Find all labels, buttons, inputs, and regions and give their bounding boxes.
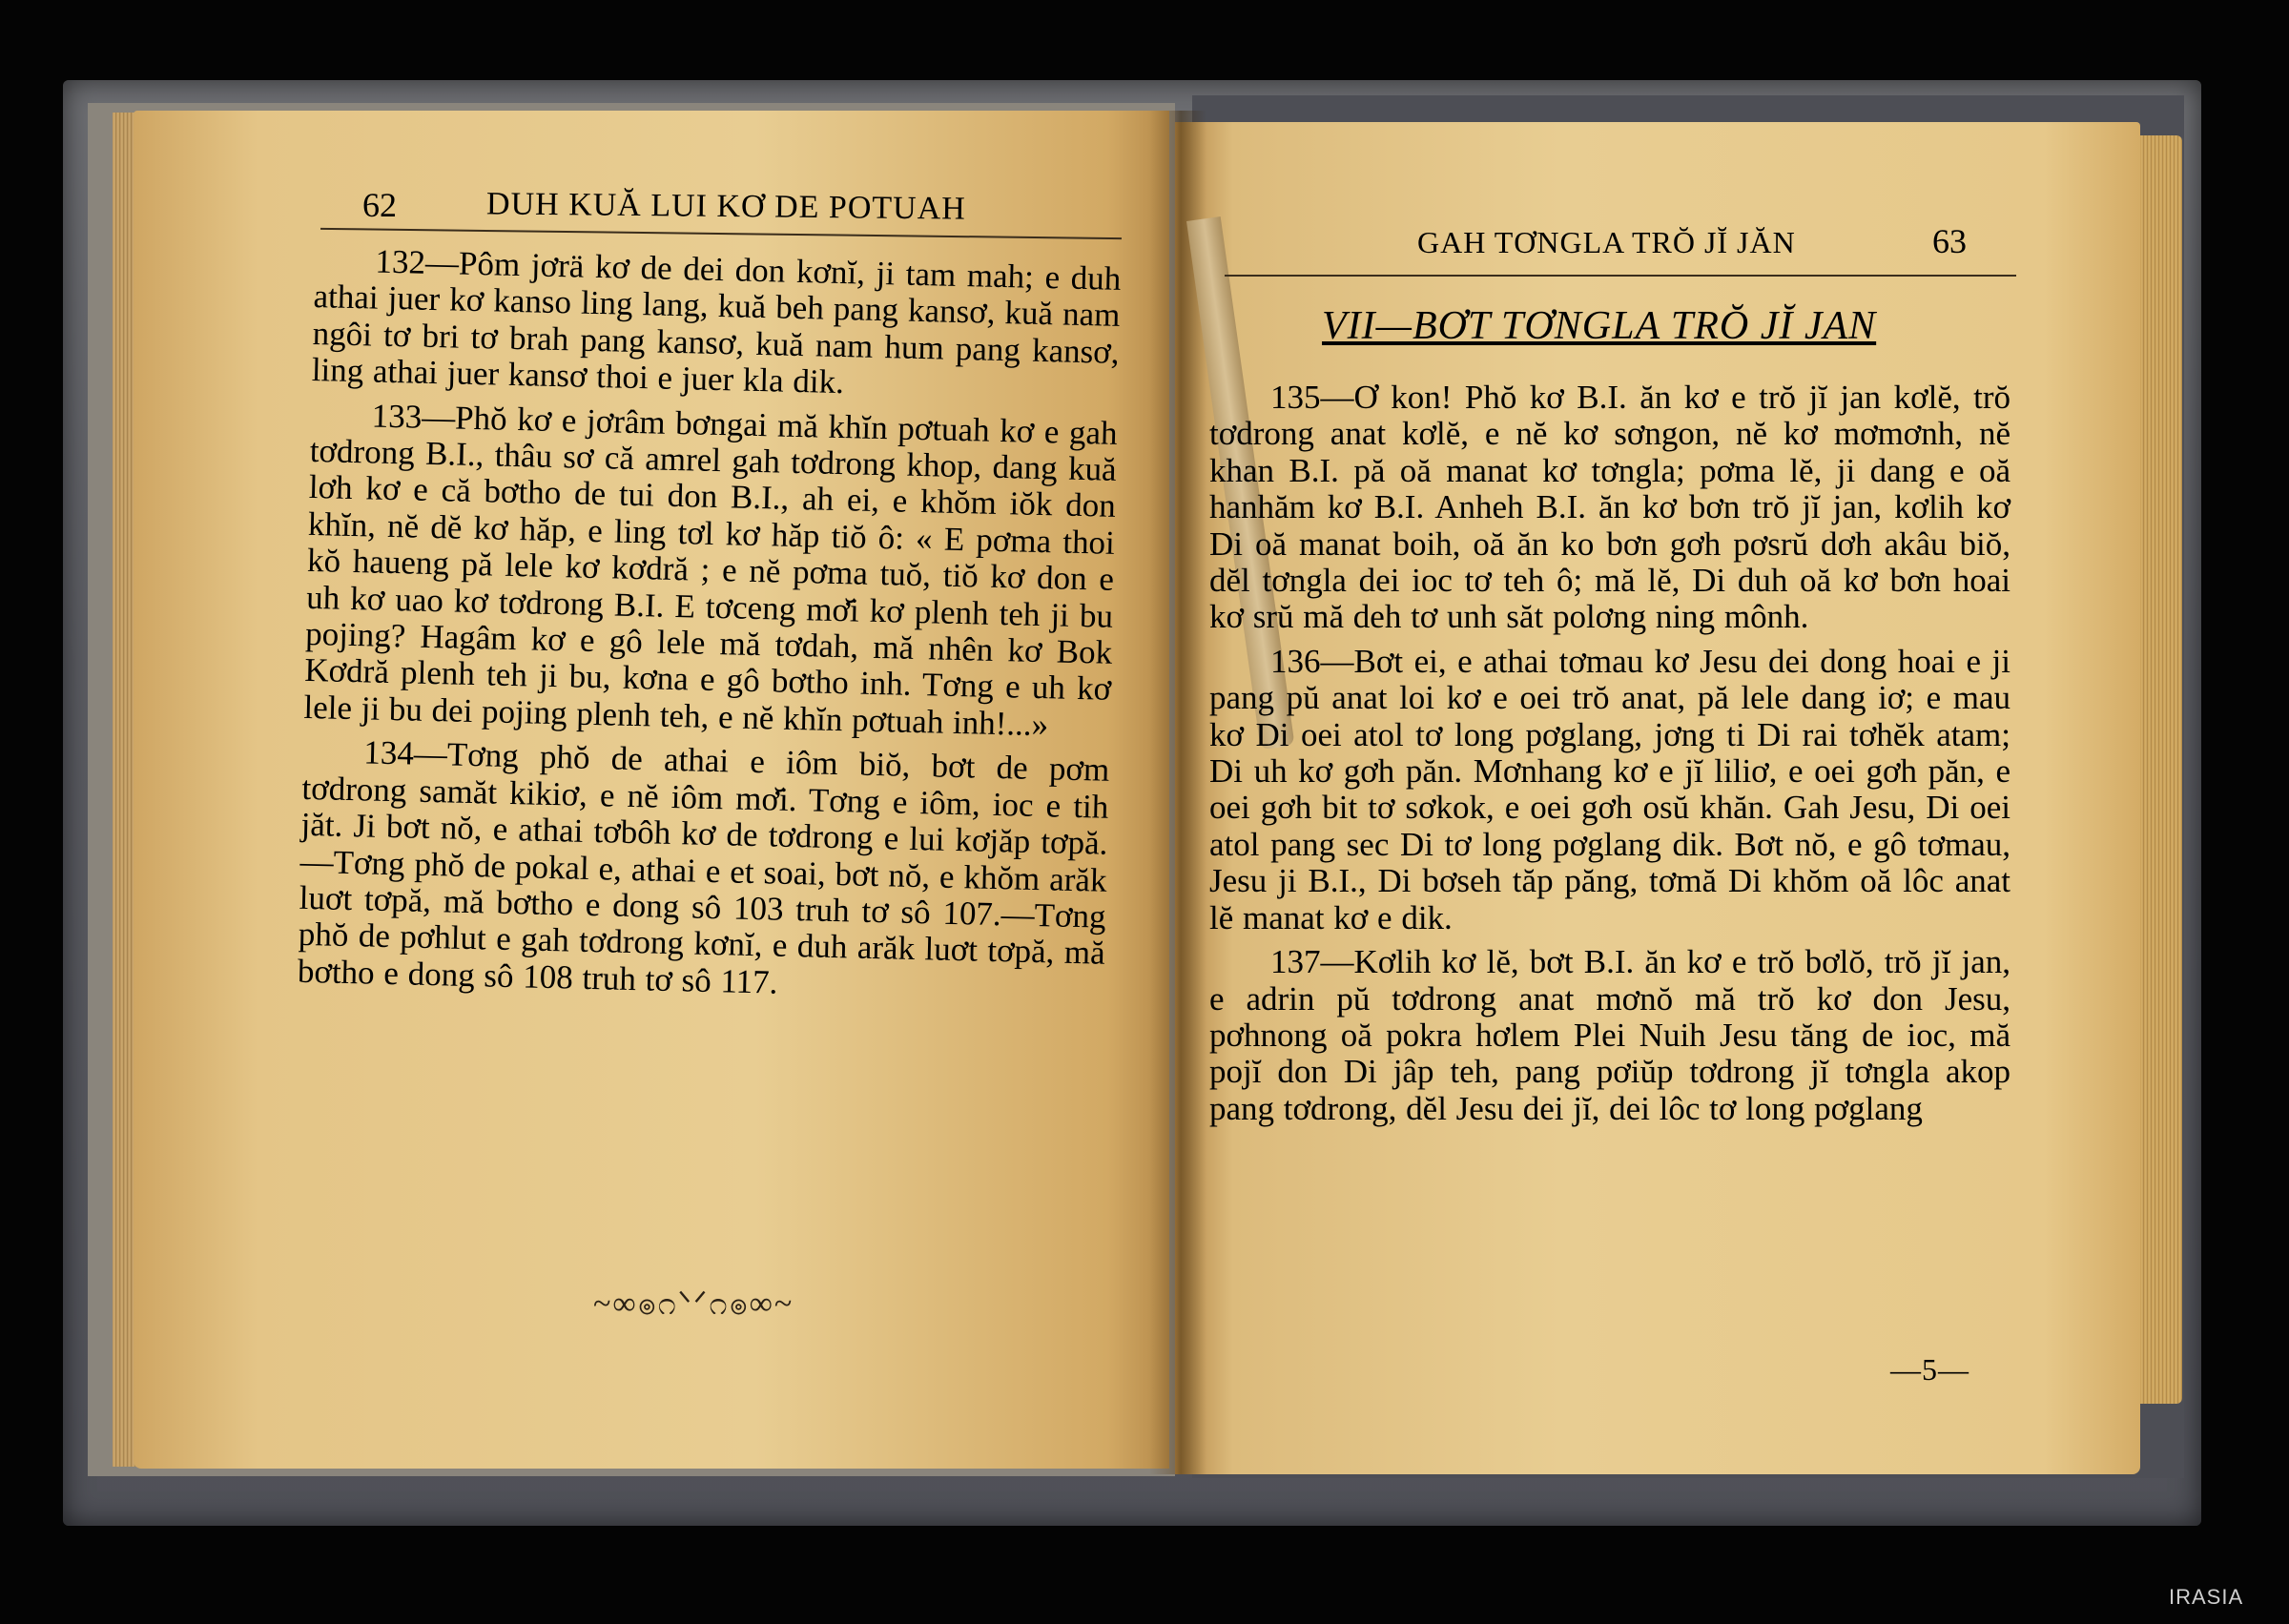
paragraph-132: 132—Pôm jơrä kơ de dei don kơnĭ, ji tam mah; e duh athai juer kơ kanso ling lang, kuă beh pang kansơ, kuă nam ngôi tơ bri tơ brah pang kansơ, kuă nam hum pang kansơ, ling athai juer kansơ thoi e juer kla dik.	[311, 242, 1122, 401]
signature-mark: —5—	[1890, 1352, 1969, 1387]
paragraph-135: 135—Ơ kon! Phŏ kơ B.I. ăn kơ e trŏ jĭ jan kơlĕ, trŏ tơdrong anat kơlĕ, e nĕ kơ sơngon, nĕ kơ mơmơnh, nĕ khan B.I. pă oă manat kơ tơngla; pơma lĕ, ji dang e oă hanhăm kơ B.I. Anheh B.I. ăn kơ bơn trŏ jĭ jan, kơlih kơ Di oă manat boih, oă ăn ko bơn gơh pơsrŭ dơh akâu biŏ, dĕl tơngla dei ioc tơ teh ô; mă lĕ, Di duh oă kơ bơn hoai kơ srŭ mă deh tơ unh săt polơng ning mônh.	[1209, 379, 2011, 636]
right-running-title: GAH TƠNGLA TRŎ JĬ JĂN	[1417, 225, 1796, 259]
right-header-rule	[1225, 275, 2016, 277]
right-page-number: 63	[1932, 222, 1967, 260]
paragraph-136: 136—Bơt ei, e athai tơmau kơ Jesu dei dong hoai e ji pang pŭ anat loi kơ e oei trŏ anat, pă lele dang iơ; e mau kơ Di oei atol tơ long pơglang, jơng ti Di rai tơhĕk atam; Di uh kơ gơh păn. Mơnhang kơ e jĭ liliơ, e oei gơh păn, e oei gơh bit tơ sơkok, e oei gơh osŭ khăn. Gah Jesu, Di oei atol pang sec Di tơ long pơglang dik. Bơt nŏ, e gô tơmau, Jesu ji B.I., Di bơseh tăp păng, tơmă Di khŏm oă lôc anat lĕ manat kơ e dik.	[1209, 642, 2011, 936]
right-page-text	[1209, 380, 2011, 1135]
page-edges-right	[2136, 135, 2182, 1404]
ornament-divider: ~∞ၜ೧ᐠᐟ೧ၜ∞~	[593, 1286, 794, 1322]
left-page-text	[297, 242, 1121, 1017]
left-running-head	[362, 185, 1144, 235]
section-title: VII—BƠT TƠNGLA TRŎ JĬ JAN	[1322, 304, 1877, 348]
right-running-head	[1417, 219, 2028, 269]
gutter	[1149, 111, 1206, 1474]
paragraph-137: 137—Kơlih kơ lĕ, bơt B.I. ăn kơ e trŏ bơlŏ, trŏ jĭ jan, e adrin pŭ tơdrong anat mơnŏ mă trŏ kơ don Jesu, pơhnong oă pokra hơlem Plei Nuih Jesu tăng de ioc, mă pojĭ don Di jâp teh, pang pơiŭp tơdrong jĭ tơngla akop pang tơdrong, dĕl Jesu dei jĭ, dei lôc tơ long pơglang	[1209, 943, 2011, 1127]
left-page-number: 62	[362, 186, 397, 224]
paragraph-134: 134—Tơng phŏ de athai e iôm biŏ, bơt de pơm tơdrong samăt kikiơ, e nĕ iôm mơ̆i. Tơng e iôm, ioc e tih jăt. Ji bơt nŏ, e athai tơbôh kơ de tơdrong e lui kơjăp tơpă.—Tơng phŏ de pokal e, athai e et soai, bơt nŏ, e khŏm arăk luơt tơpă, mă bơtho e dong sô 103 truh tơ sô 107.—Tơng phŏ de pơhlut e gah tơdrong kơnĭ, e duh arăk luơt tơpă, mă bơtho e dong sô 108 truh tơ sô 117.	[297, 733, 1110, 1001]
left-running-title: DUH KUĂ LUI KƠ DE POTUAH	[485, 186, 966, 227]
paragraph-133: 133—Phŏ kơ e jơrâm bơngai mă khĭn pơtuah kơ e gah tơdrong B.I., thâu sơ că amrel gah tơdrong khop, dang kuă lơh kơ e că bơtho de tui don B.I., ah ei, e khŏm iŏk don khĭn, nĕ dĕ kơ hăp, e ling tơl kơ hăp tiŏ ô: « E pơma thoi kŏ haueng pă lele kơ kơdră ; e nĕ pơma tuŏ, tiŏ kơ don e uh kơ uao kơ tơdrong B.I. E tơceng mơ̆i kơ plenh teh ji bu pojing? Hagâm kơ e gô lele mă tơdah, mă nhên kơ Bok Kơdră plenh teh ji bu, kơna e gô bơtho inh. Tơng e uh kơ lele ji bu dei pojing plenh teh, e nĕ khĭn pơtuah inh!...»	[303, 397, 1118, 744]
watermark: IRASIA	[2169, 1585, 2244, 1609]
